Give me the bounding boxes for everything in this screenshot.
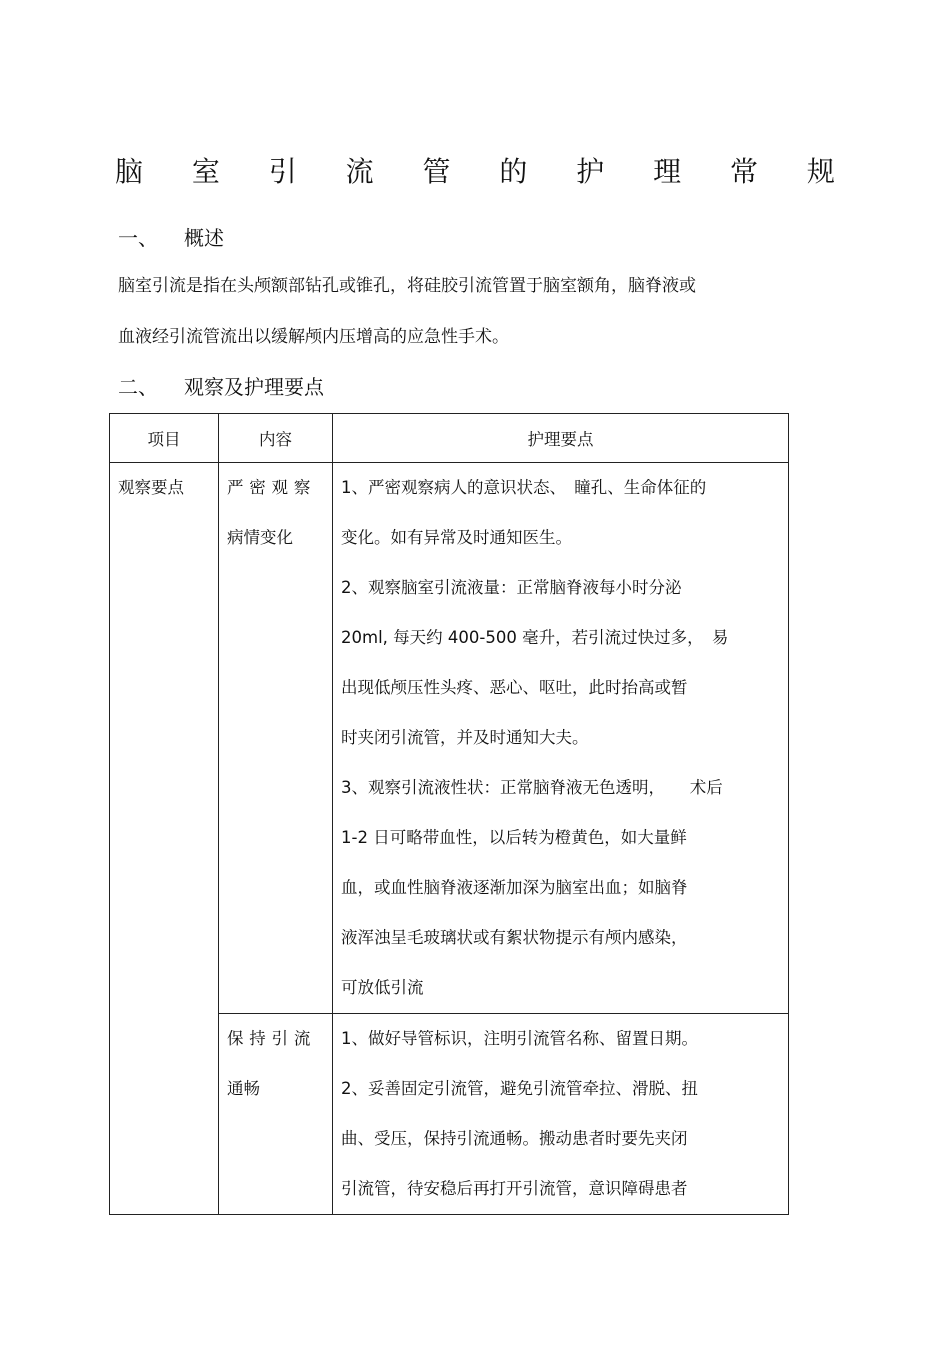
content-line: 通畅 [227, 1079, 260, 1098]
title-char: 引 [268, 155, 297, 188]
point-line: 2、观察脑室引流液量：正常脑脊液每小时分泌 [341, 578, 682, 597]
point-line: 液浑浊呈毛玻璃状或有絮状物提示有颅内感染， [341, 928, 688, 947]
title-char: 的 [499, 155, 528, 188]
points-cell [333, 463, 789, 1014]
points-cell [333, 1014, 789, 1215]
point-line: 1、严密观察病人的意识状态、 瞳孔、生命体征的 [341, 478, 707, 497]
point-line: 血，或血性脑脊液逐渐加深为脑室出血；如脑脊 [341, 878, 688, 897]
point-line: 2、妥善固定引流管，避免引流管牵拉、滑脱、扭 [341, 1079, 698, 1098]
content-line: 病情变化 [227, 528, 293, 547]
content-line: 保持引流 [227, 1029, 317, 1048]
title-char: 规 [806, 155, 835, 188]
point-line: 1、做好导管标识，注明引流管名称、留置日期。 [341, 1029, 698, 1048]
point-line: 3、观察引流液性状：正常脑脊液无色透明， 术后 [341, 778, 723, 797]
title-char: 理 [653, 155, 682, 188]
title-char: 脑 [115, 155, 144, 188]
content-line: 严密观察 [227, 478, 317, 497]
document-title [115, 150, 835, 190]
overview-line: 脑室引流是指在头颅额部钻孔或锥孔，将硅胶引流管置于脑室额角，脑脊液或 [118, 276, 696, 296]
table-row [110, 463, 789, 1014]
header-content: 内容 [219, 414, 333, 463]
point-line: 引流管，待安稳后再打开引流管，意识障碍患者 [341, 1179, 688, 1198]
title-char: 室 [191, 155, 220, 188]
content-cell [219, 1014, 333, 1215]
overview-line: 血液经引流管流出以缓解颅内压增高的应急性手术。 [118, 327, 509, 347]
header-points: 护理要点 [333, 414, 789, 463]
section-number: 一、 [118, 226, 158, 250]
point-line: 出现低颅压性头疼、恶心、呕吐，此时抬高或暂 [341, 678, 688, 697]
table-header-row [110, 414, 789, 463]
section-label: 概述 [184, 226, 224, 250]
point-line: 曲、受压，保持引流通畅。搬动患者时要先夹闭 [341, 1129, 688, 1148]
section-label: 观察及护理要点 [184, 375, 324, 399]
title-char: 护 [576, 155, 605, 188]
point-line: 20ml, 每天约 400-500 毫升，若引流过快过多， 易 [341, 628, 729, 647]
title-char: 流 [345, 155, 374, 188]
point-line: 变化。如有异常及时通知医生。 [341, 528, 572, 547]
title-char: 常 [730, 155, 759, 188]
header-item: 项目 [110, 414, 219, 463]
item-cell: 观察要点 [110, 463, 219, 1215]
section-heading-overview [118, 223, 224, 253]
care-table [109, 413, 789, 1215]
point-line: 可放低引流 [341, 978, 424, 997]
point-line: 1-2 日可略带血性，以后转为橙黄色，如大量鲜 [341, 828, 687, 847]
content-cell [219, 463, 333, 1014]
title-char: 管 [422, 155, 451, 188]
section-number: 二、 [118, 375, 158, 399]
point-line: 时夹闭引流管，并及时通知大夫。 [341, 728, 589, 747]
section-heading-care-points [118, 372, 324, 402]
